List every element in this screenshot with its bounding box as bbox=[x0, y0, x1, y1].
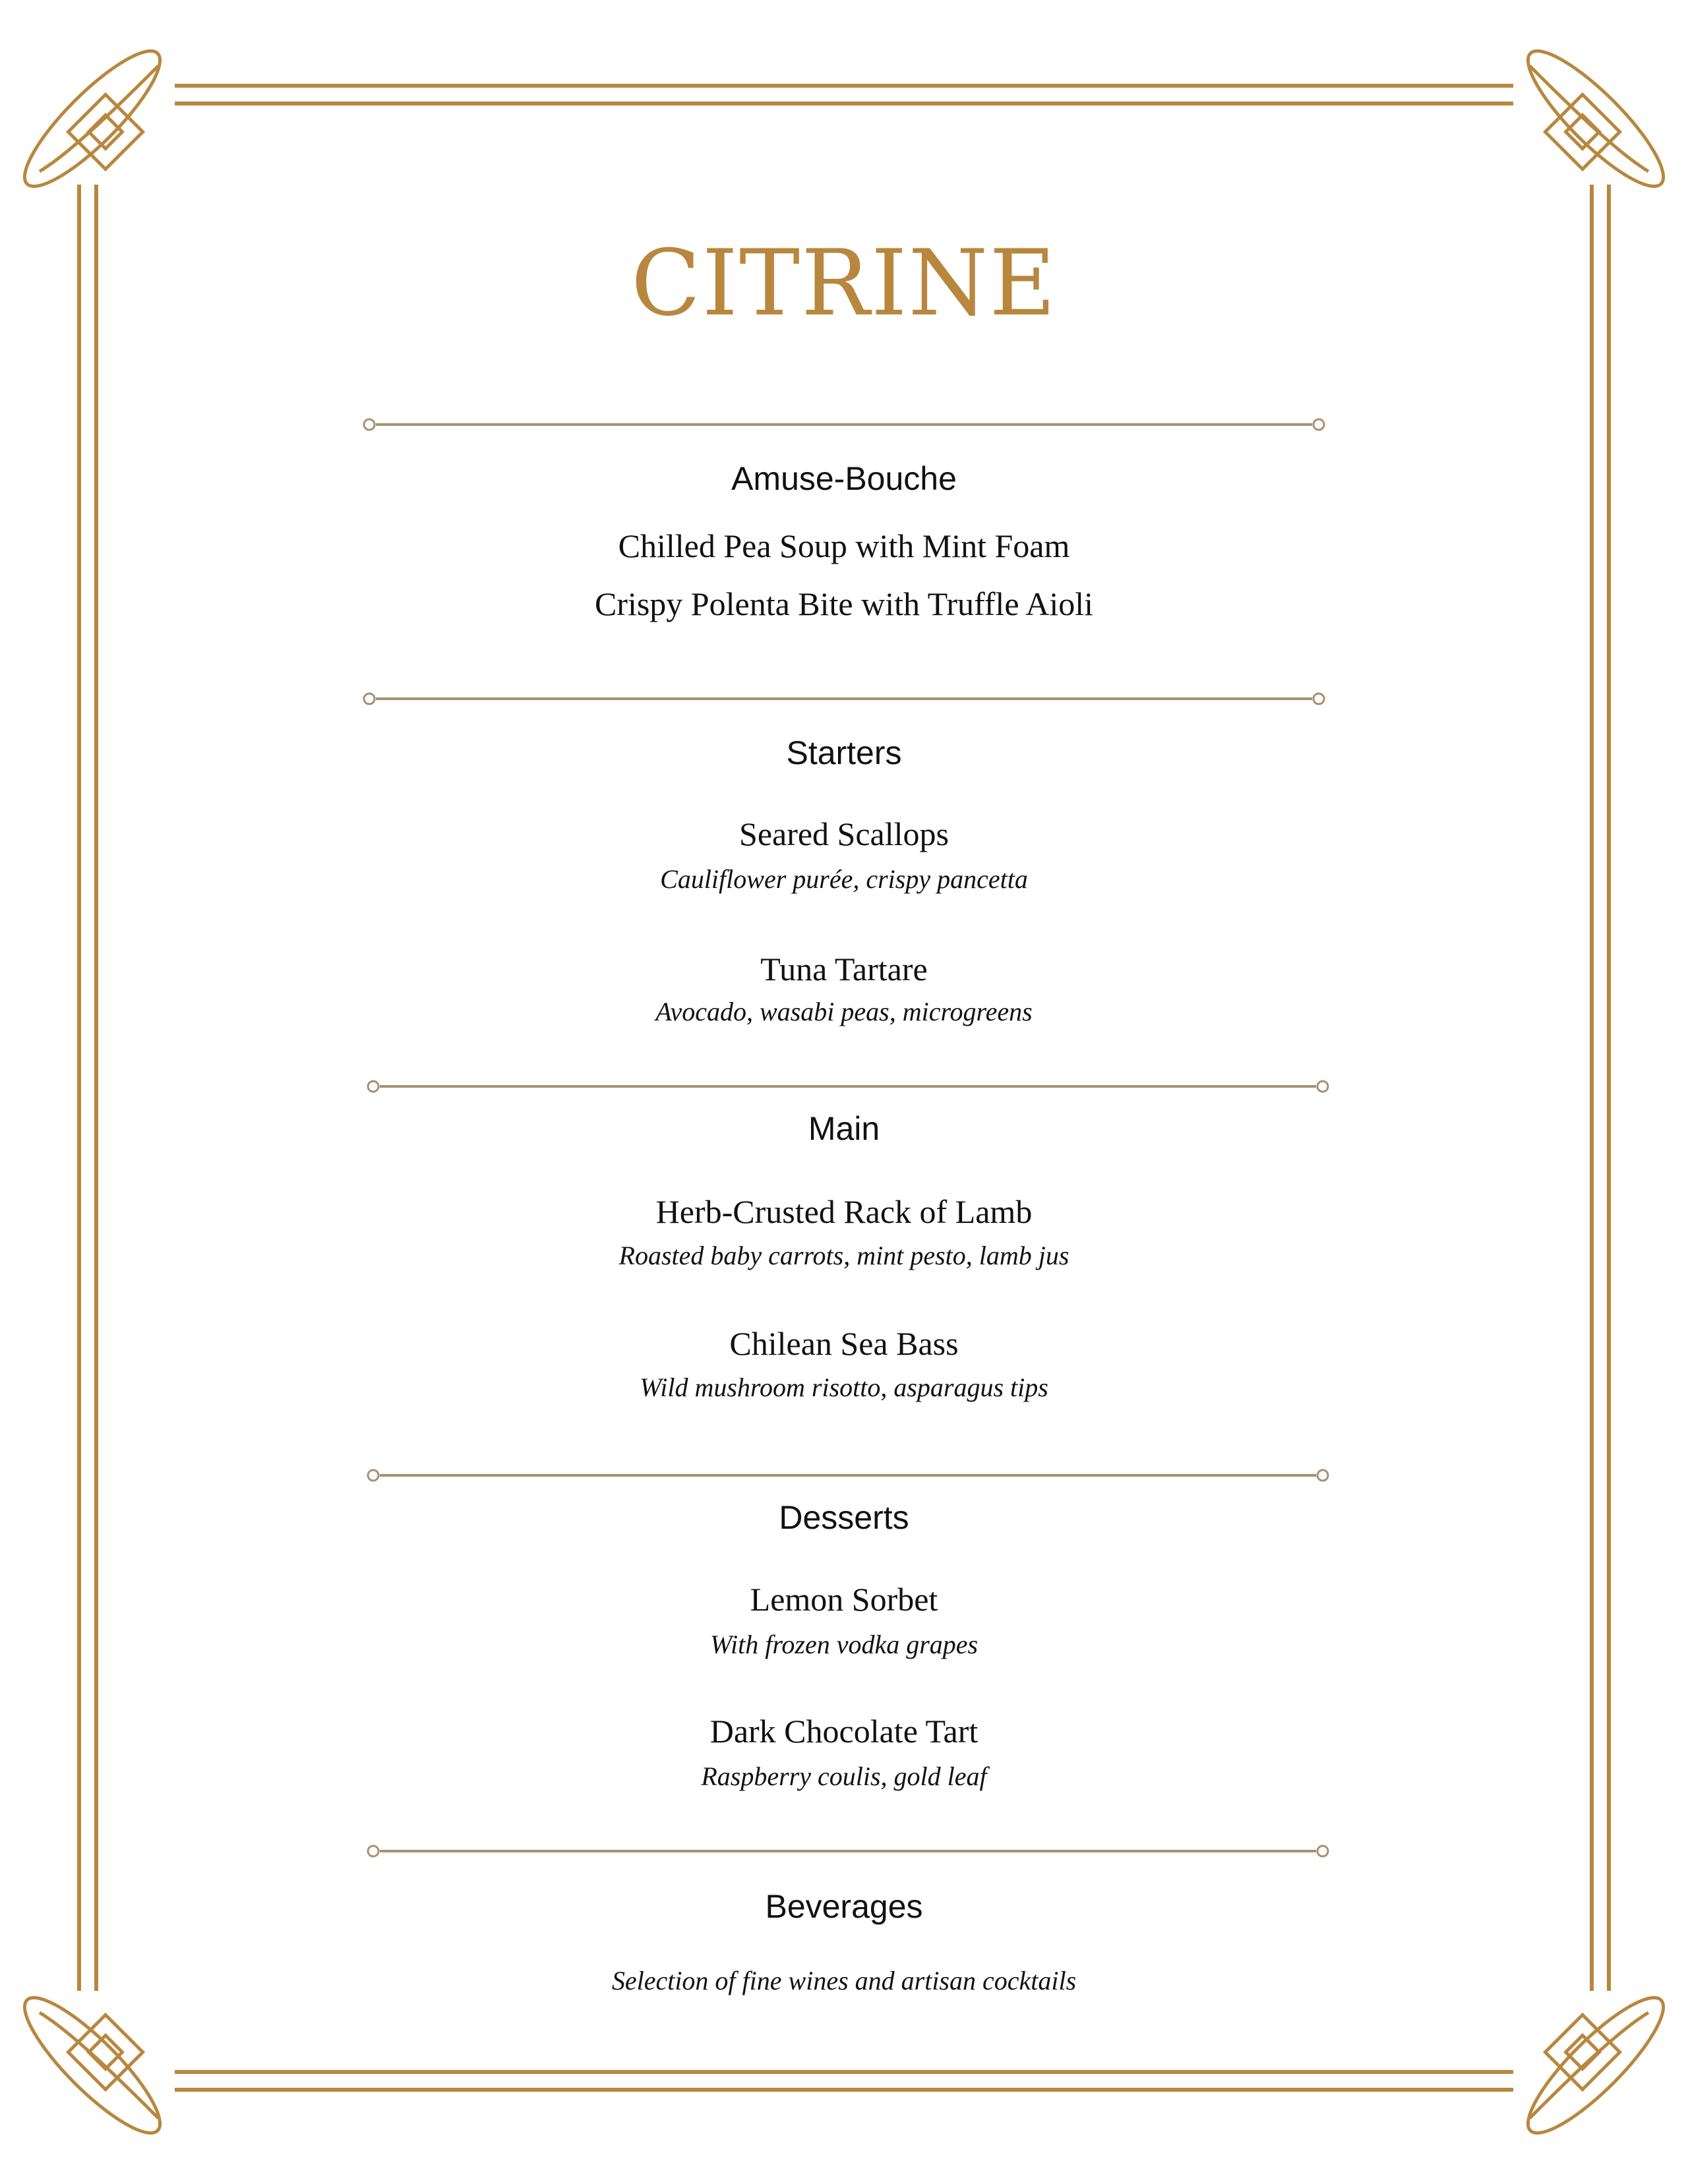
menu-item-description: Wild mushroom risotto, asparagus tips bbox=[640, 1372, 1048, 1402]
section-heading-desserts: Desserts bbox=[779, 1499, 909, 1536]
menu-item-name: Tuna Tartare bbox=[760, 951, 928, 988]
menu-item-name: Chilean Sea Bass bbox=[729, 1325, 959, 1362]
section-heading-starters: Starters bbox=[786, 734, 902, 771]
menu-item-name: Seared Scallops bbox=[739, 815, 949, 852]
section-heading-beverages: Beverages bbox=[765, 1888, 923, 1925]
section-heading-main: Main bbox=[808, 1110, 880, 1147]
section-heading-amuse-bouche: Amuse-Bouche bbox=[731, 460, 957, 497]
corner-ornament-icon bbox=[1513, 1982, 1679, 2148]
menu-item-description: Raspberry coulis, gold leaf bbox=[701, 1761, 987, 1791]
corner-ornament-icon bbox=[9, 1982, 175, 2148]
beverages-note: Selection of fine wines and artisan cocktails bbox=[611, 1966, 1077, 1995]
menu-item-name: Crispy Polenta Bite with Truffle Aioli bbox=[594, 585, 1094, 622]
menu-item-description: Cauliflower purée, crispy pancetta bbox=[660, 864, 1028, 894]
corner-ornament-icon bbox=[1513, 36, 1679, 202]
section-divider bbox=[356, 411, 1332, 438]
section-divider bbox=[356, 686, 1332, 712]
menu-item-description: Roasted baby carrots, mint pesto, lamb jus bbox=[618, 1241, 1070, 1270]
restaurant-title: CITRINE bbox=[630, 230, 1058, 336]
corner-ornament-icon bbox=[9, 36, 175, 202]
menu-item-name: Herb-Crusted Rack of Lamb bbox=[655, 1193, 1033, 1230]
menu-item-name: Lemon Sorbet bbox=[750, 1581, 938, 1618]
section-divider bbox=[360, 1838, 1336, 1864]
section-divider bbox=[360, 1073, 1336, 1100]
section-divider bbox=[360, 1462, 1336, 1489]
menu-item-description: With frozen vodka grapes bbox=[709, 1630, 979, 1659]
menu-item-name: Chilled Pea Soup with Mint Foam bbox=[618, 527, 1070, 564]
menu-item-description: Avocado, wasabi peas, microgreens bbox=[655, 997, 1033, 1026]
menu-item-name: Dark Chocolate Tart bbox=[709, 1713, 979, 1750]
